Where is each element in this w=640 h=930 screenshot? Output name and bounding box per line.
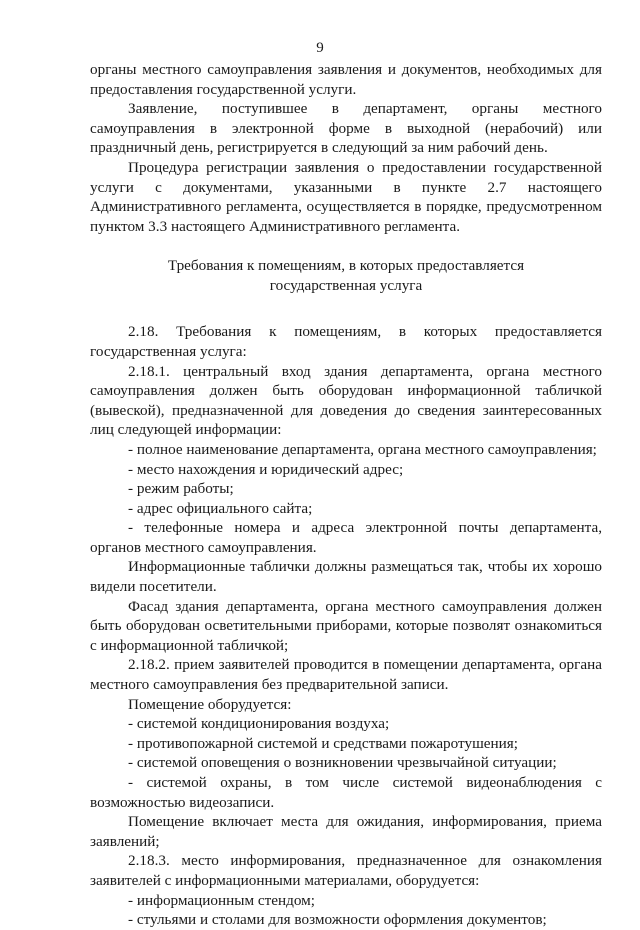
list-item: - телефонные номера и адреса электронной почты департамента, органов местного самоуправления.: [90, 519, 602, 556]
section-heading-line: государственная услуга: [269, 277, 423, 295]
paragraph: 2.18.2. прием заявителей проводится в помещении департамента, органа местного самоуправления без предварительной записи.: [90, 656, 602, 694]
paragraph: Фасад здания департамента, органа местного самоуправления должен быть оборудован осветительными приборами, которые позволят ознакомиться с информационной табличкой;: [90, 597, 602, 654]
list-item: - место нахождения и юридический адрес;: [128, 460, 404, 478]
list-item: - адрес официального сайта;: [128, 499, 313, 517]
paragraph: 2.18.1. центральный вход здания департамента, органа местного самоуправления должен быть оборудован информационной табличкой (вывеской), предназначенной для доведения до сведения заинтересованных лиц следующей информации:: [90, 362, 602, 439]
section-heading: [90, 256, 602, 296]
section-heading-line: Требования к помещениям, в которых предоставляется: [167, 257, 525, 275]
list-item: - системой охраны, в том числе системой видеонаблюдения с возможностью видеозаписи.: [90, 774, 602, 811]
list-item: - системой оповещения о возникновении чрезвычайной ситуации;: [128, 754, 557, 772]
list-item: - полное наименование департамента, органа местного самоуправления;: [128, 440, 597, 458]
paragraph: Заявление, поступившее в департамент, органы местного самоуправления в электронной форме в выходной (нерабочий) или праздничный день, регистрируется в следующий за ним рабочий день.: [90, 100, 602, 157]
page-number: 9: [316, 40, 324, 56]
paragraph: Процедура регистрации заявления о предоставлении государственной услуги с документами, указанными в пункте 2.7 настоящего Административного регламента, осуществляется в порядке, предусмотренном пунктом 3.3 настоящего Административного регламента.: [90, 158, 602, 235]
paragraph: Информационные таблички должны размещаться так, чтобы их хорошо видели посетители.: [90, 558, 602, 596]
document-body: [90, 60, 602, 930]
paragraph: Помещение оборудуется:: [128, 695, 292, 713]
list-item: - стульями и столами для возможности оформления документов;: [128, 911, 547, 929]
list-item: - системой кондиционирования воздуха;: [128, 715, 390, 733]
list-item: - противопожарной системой и средствами пожаротушения;: [128, 734, 518, 752]
paragraph: Помещение включает места для ожидания, информирования, приема заявлений;: [90, 813, 602, 850]
paragraph: органы местного самоуправления заявления и документов, необходимых для предоставления государственной услуги.: [90, 61, 602, 98]
paragraph: 2.18. Требования к помещениям, в которых предоставляется государственная услуга:: [90, 323, 602, 360]
list-item: - режим работы;: [128, 480, 234, 498]
list-item: - информационным стендом;: [128, 891, 315, 909]
paragraph: 2.18.3. место информирования, предназначенное для ознакомления заявителей с информационными материалами, оборудуется:: [90, 852, 602, 889]
